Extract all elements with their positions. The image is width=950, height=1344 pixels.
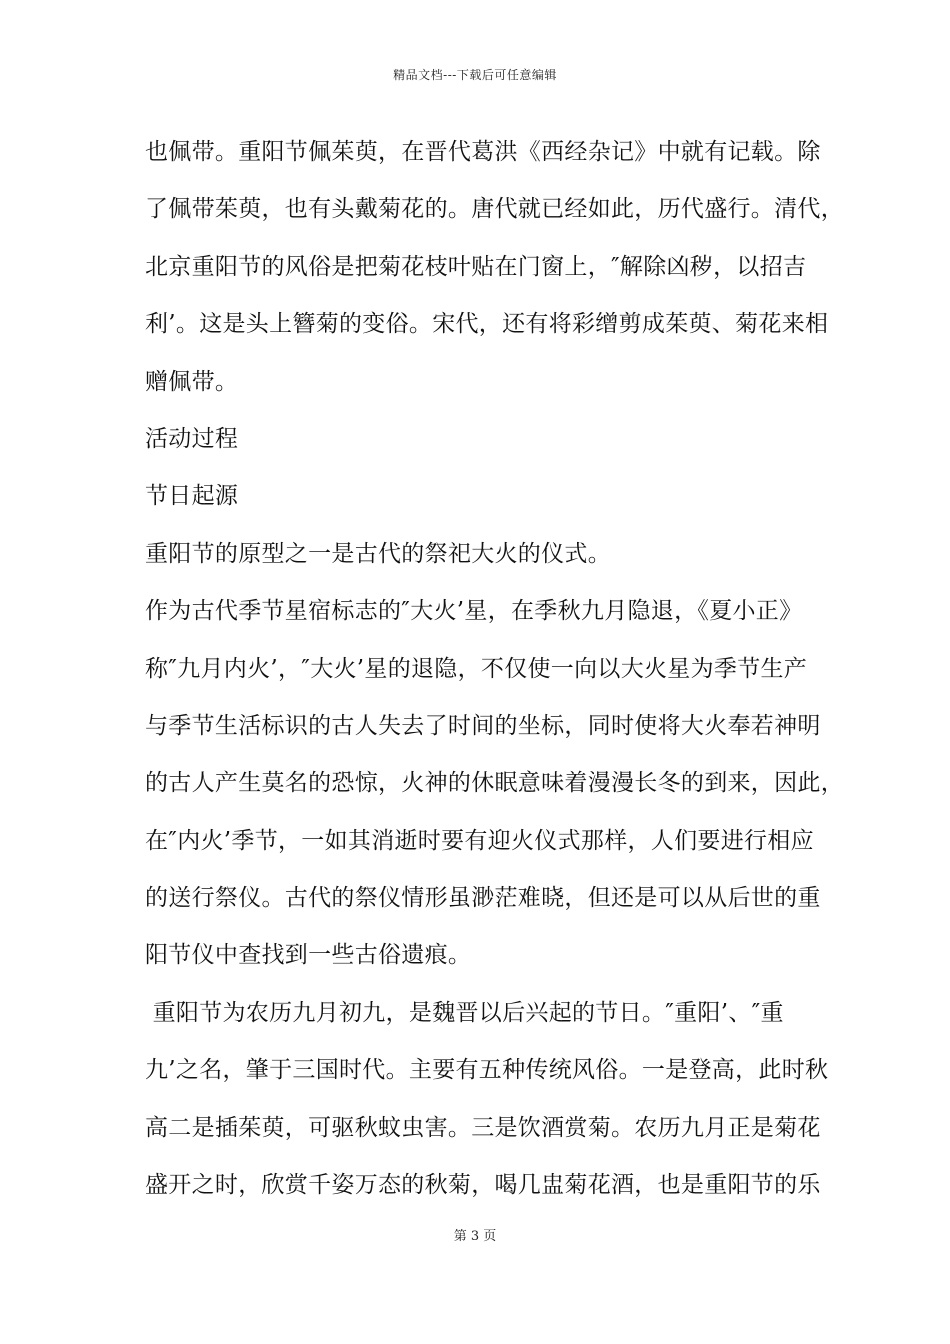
text-line: 盛开之时，欣赏千姿万态的秋菊，喝几盅菊花酒，也是重阳节的乐 [145, 1172, 821, 1199]
section-heading: 活动过程 [145, 425, 239, 452]
text-line: 作为古代季节星宿标志的″大火’星，在季秋九月隐退，《夏小正》 [145, 598, 803, 625]
page-header: 精品文档---下载后可任意编辑 [393, 68, 557, 82]
text-line: 也佩带。重阳节佩茱萸，在晋代葛洪《西经杂记》中就有记载。除 [145, 139, 821, 165]
text-line: 高二是插茱萸，可驱秋蚊虫害。三是饮酒赏菊。农历九月正是菊花 [145, 1114, 821, 1141]
page-number: 第 3 页 [453, 1229, 497, 1244]
section-heading: 节日起源 [145, 483, 239, 510]
text-line: 利’。这是头上簪菊的变俗。宋代，还有将彩缯剪成茱萸、菊花来相 [145, 311, 829, 338]
text-line: 称″九月内火’，″大火’星的退隐，不仅使一向以大火星为季节生产 [145, 655, 808, 682]
text-line: 与季节生活标识的古人失去了时间的坐标，同时使将大火奉若神明 [145, 712, 821, 739]
text-line: 了佩带茱萸，也有头戴菊花的。唐代就已经如此，历代盛行。清代， [145, 196, 844, 223]
text-line: 在″内火’季节，一如其消逝时要有迎火仪式那样，人们要进行相应 [145, 827, 814, 854]
text-line: 阳节仪中查找到一些古俗遗痕。 [145, 942, 472, 969]
text-line: 九’之名，肇于三国时代。主要有五种传统风俗。一是登高，此时秋 [145, 1057, 829, 1084]
text-line: 北京重阳节的风俗是把菊花枝叶贴在门窗上，″解除凶秽，以招吉 [145, 253, 807, 280]
text-line: 的古人产生莫名的恐惊，火神的休眠意味着漫漫长冬的到来，因此， [145, 770, 844, 797]
text-line: 重阳节为农历九月初九，是魏晋以后兴起的节日。″重阳’、″重 [145, 999, 784, 1026]
text-line: 重阳节的原型之一是古代的祭祀大火的仪式。 [145, 540, 611, 567]
text-line: 的送行祭仪。古代的祭仪情形虽渺茫难晓，但还是可以从后世的重 [145, 885, 821, 912]
text-line: 赠佩带。 [145, 368, 239, 395]
body-text [145, 132, 844, 1222]
